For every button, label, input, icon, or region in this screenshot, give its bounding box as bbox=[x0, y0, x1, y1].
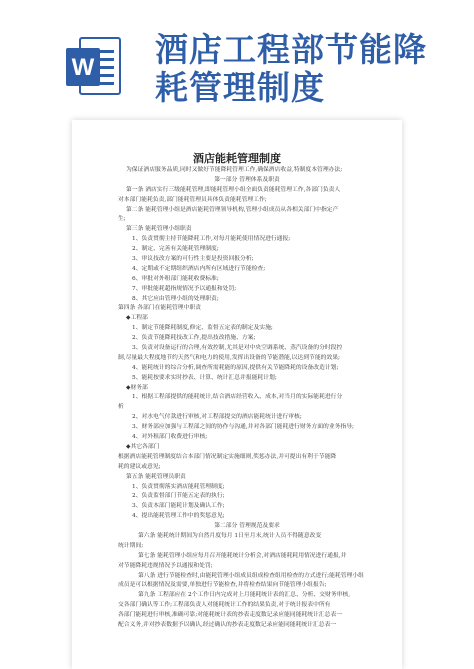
doc-line: 各部门能耗进行审核,准确可靠;对能耗统计表的抄表走度数记录应能同能耗统计汇总表一 bbox=[118, 612, 343, 619]
doc-line: 4、定期或不定期组织酒店内所有区域进行节能检查; bbox=[132, 265, 266, 272]
document-body bbox=[118, 166, 376, 631]
doc-line: 1、负责贯彻落实酒店能耗管理制度; bbox=[132, 483, 225, 490]
doc-line: 第八条 进行节能检查时,由能耗管理小组成员组成检查组用检查的方式进行;能耗管理小组 bbox=[138, 572, 364, 579]
doc-line: ◆其它各部门 bbox=[126, 443, 160, 450]
doc-line: 第五条 能耗管理员职责 bbox=[126, 473, 186, 480]
doc-line: 第四条 各部门在能耗管理中职责 bbox=[118, 305, 201, 312]
document-title: 酒店能耗管理制度 bbox=[193, 152, 281, 165]
document-page bbox=[72, 120, 402, 669]
word-document-icon bbox=[66, 36, 122, 98]
doc-line: ◆财务部 bbox=[126, 384, 148, 391]
doc-line: 7、审批能耗超指规情况予以通报和处罚; bbox=[132, 285, 237, 292]
doc-line: 4、能耗统计的综合分析,调查所需耗能的原因,提供有关节能降耗的设备改造计划; bbox=[132, 364, 339, 371]
doc-line: 1、制定节能降耗制度,修定、监督五定表的制定及实施; bbox=[132, 325, 273, 332]
doc-line: 第七条 能耗管理小组应每月召开能耗统计分析会,对酒店能耗耗用情况进行通报,并 bbox=[138, 552, 347, 559]
doc-line: 第二部分 管理规范及要求 bbox=[214, 523, 280, 530]
doc-line: 制,尽量最大程度地节约天然气和电力的使用,发挥出设备的节能潜能,以达到节能的效果; bbox=[118, 354, 340, 361]
doc-line: 对节能降耗违规情况予以通报和处罚; bbox=[118, 562, 213, 569]
banner-header bbox=[0, 0, 474, 112]
doc-line: 第一部分 管理体系及职责 bbox=[214, 176, 280, 183]
doc-line: 成员是可以根据情况及需要,单独进行节能检查,并将检查结果向节能管理小组报告; bbox=[118, 582, 327, 589]
doc-line: 交各部门确认等工作;工程部负责人对能耗统计工作的结果负责,对于统计报表中所有 bbox=[118, 602, 331, 609]
doc-line: 4、提出能耗管理工作中的奖惩意见; bbox=[132, 513, 225, 520]
doc-line: 2、负责节能降耗技改工作,提出技改措施、方案; bbox=[132, 335, 256, 342]
doc-line: ◆工程部 bbox=[126, 315, 148, 322]
doc-line: 生; bbox=[118, 216, 126, 223]
doc-line: 3、负责对设备运行的合理,有效控制,尤其是对中央空调系统、蒸汽设备的分时段控 bbox=[132, 345, 343, 352]
banner-title-line2: 耗管理制度 bbox=[155, 68, 325, 107]
word-icon-letter: W bbox=[71, 54, 95, 81]
doc-line: 8、其它应由管理小组的处理职责; bbox=[132, 295, 219, 302]
doc-line: 第一条 酒店实行三级能耗管理,即能耗管理小组全面负责能耗管理工作,各部门负责人 bbox=[126, 186, 341, 193]
doc-line: 为保证酒店服务品质,同时又做好节能降耗管理工作,确保酒店收益,特制度本管理办法; bbox=[126, 167, 343, 173]
doc-line: 4、对外租部门收费进行审核; bbox=[132, 434, 208, 441]
doc-line: 统计期间; bbox=[118, 542, 144, 549]
doc-line: 1、根据工程部提供的能耗统计,结合酒店经营收入、成本,对当月的实际能耗进行分 bbox=[132, 394, 343, 401]
doc-line: 1、负责贯彻主持节能降耗工作,对每月能耗使用情况进行通报; bbox=[132, 236, 291, 243]
doc-line: 第九条 工程部应在 2个工作日内完成对上月能耗统计表的汇总、分析、交财务审核, bbox=[138, 592, 351, 599]
banner-title-line1: 酒店工程部节能降 bbox=[155, 30, 427, 69]
doc-line: 2、对水电气付款进行审核,对工程部提交的酒店能耗统计进行审核; bbox=[132, 414, 302, 421]
doc-line: 配合义务,并对抄表数据予以确认,经过确认的抄表走度数记录应能同能耗统计汇总表一 bbox=[118, 621, 337, 628]
doc-line: 对本部门能耗负责,部门能耗管理员具体负责能耗管理工作; bbox=[118, 196, 267, 203]
doc-line: 3、财务部应加强与工程部之间的协作与沟通,并对各部门能耗进行财务方面的业务指导; bbox=[132, 424, 354, 431]
doc-line: 耗的建议或意见; bbox=[118, 463, 161, 470]
doc-line: 析 bbox=[118, 404, 124, 411]
doc-line: 5、能耗按要求实时抄表、计算、统计汇总并报能耗计划; bbox=[132, 374, 277, 381]
doc-line: 2、负责监督部门节能五定表的执行; bbox=[132, 493, 225, 500]
doc-line: 第三条 能耗管理小组职责 bbox=[126, 226, 192, 233]
doc-line: 第二条 能耗管理小组是酒店能耗管理领导机构,管理小组成员从各相关部门中指定产 bbox=[126, 206, 339, 213]
doc-line: 3、审议技改方案的可行性主要是投资回报分析; bbox=[132, 256, 254, 263]
doc-line: 6、审批对外租部门能耗收费标准; bbox=[132, 275, 219, 282]
doc-line: 3、负责本部门能耗计划及确认工作; bbox=[132, 503, 225, 510]
doc-line: 根据酒店能耗管理制度结合本部门情况制定实施细则,奖惩办法,并可提出有利于节能降 bbox=[118, 453, 337, 460]
doc-line: 2、制定、完善有关能耗管理制度; bbox=[132, 246, 219, 253]
doc-line: 第六条 能耗统计期间为自然月度每月 1日至月末,统计人员不得随意改变 bbox=[138, 532, 322, 539]
